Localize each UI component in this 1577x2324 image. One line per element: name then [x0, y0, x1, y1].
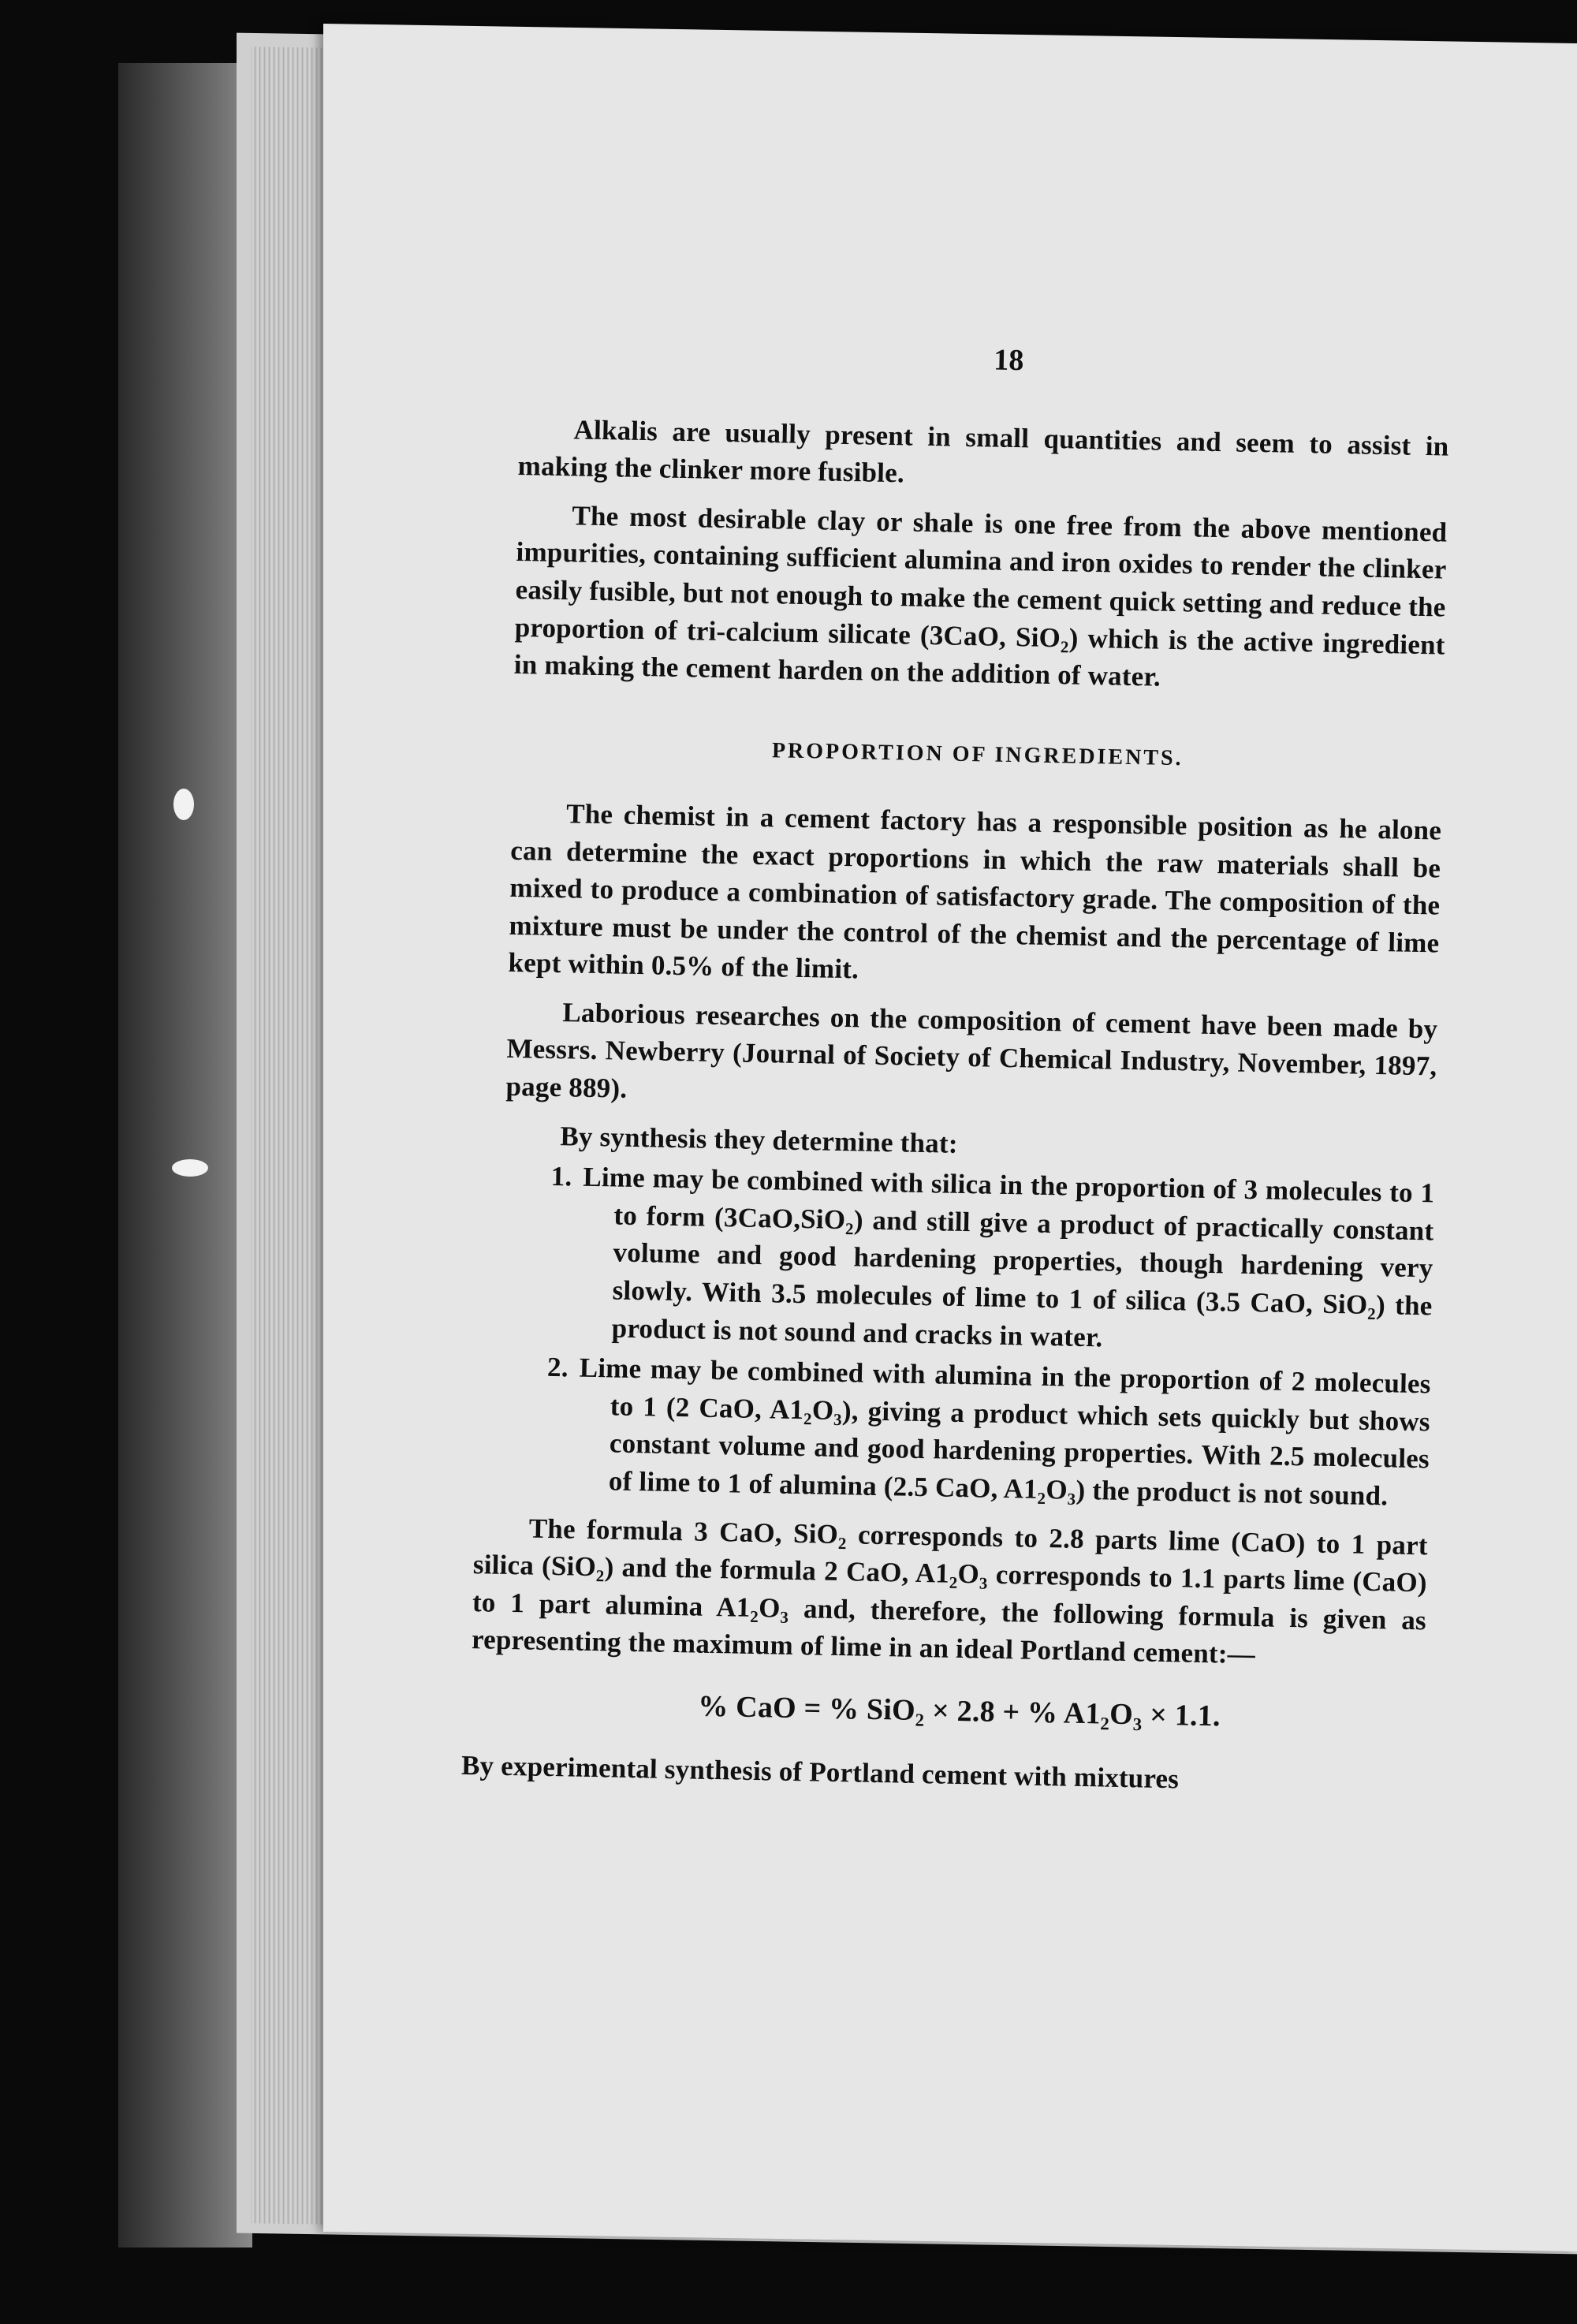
lime-formula: % CaO = % SiO₂ × 2.8 + % A1₂O₃ × 1.1.: [697, 1689, 1221, 1733]
scan-speck: [173, 789, 194, 820]
paragraph-alkalis: Alkalis are usually present in small quantities and seem to assist in making the clinker more fusible.: [517, 413, 1449, 489]
list-item: [501, 1157, 1434, 1363]
paragraph-formula-intro: The formula 3 CaO, SiO₂ corresponds to 2.8 parts lime (CaO) to 1 part silica (SiO₂) and the formula 2 CaO, A1₂O₃ corresponds to 1.1 parts lime (CaO) to 1 part alumina A1₂O₃ and, therefore, the following formula is given as representing the maximum of lime in an ideal Portland cement:—: [471, 1513, 1429, 1670]
findings-list: [498, 1157, 1435, 1516]
paragraph-synthesis: By synthesis they determine that:: [560, 1120, 959, 1159]
paragraph-chemist: The chemist in a cement factory has a responsible position as he alone can determine the exact proportions in which the raw materials shall be mixed to produce a combination of satisfactory grade. The composition of the mixture must be under the control of the chemist and the percentage of lime kept within 0.5% of the limit.: [508, 798, 1442, 985]
paragraph-researches: Laborious researches on the composition of cement have been made by Messrs. Newberry (Journal of Society of Chemical Industry, November, 1897, page 889).: [505, 997, 1438, 1104]
scan-dark-margin: [118, 63, 252, 2248]
scan-speck: [172, 1159, 208, 1177]
page-edges: [251, 47, 330, 2225]
list-text: Lime may be combined with alumina in the proportion of 2 molecules to 1 (2 CaO, A1₂O₃), giving a product which sets quickly but shows constant volume and good hardening properties. With 2.5 molecules of lime to 1 of alumina (2.5 CaO, A1₂O₃) the product is not sound.: [579, 1352, 1431, 1512]
list-number: 2.: [546, 1352, 569, 1383]
list-text: Lime may be combined with silica in the proportion of 3 molecules to 1 to form (3CaO,SiO₂) and still give a product of practically constant volume and good hardening properties, though hardening very slowly. With 3.5 molecules of lime to 1 of silica (3.5 CaO, SiO₂) the product is not sound and cracks in water.: [583, 1161, 1435, 1353]
paragraph-clay: The most desirable clay or shale is one free from the above mentioned impurities, containing sufficient alumina and iron oxides to render the clinker easily fusible, but not enough to make the cement quick setting and reduce the proportion of tri-calcium silicate (3CaO, SiO₂) which is the active ingredient in making the cement harden on the addition of water.: [513, 500, 1448, 692]
paragraph-experimental: By experimental synthesis of Portland cement with mixtures: [460, 1749, 1180, 1795]
section-heading: PROPORTION OF INGREDIENTS.: [771, 738, 1184, 771]
list-number: 1.: [550, 1161, 572, 1192]
page-content: [460, 331, 1450, 1814]
page-number: 18: [993, 343, 1025, 378]
list-item: [498, 1348, 1431, 1516]
